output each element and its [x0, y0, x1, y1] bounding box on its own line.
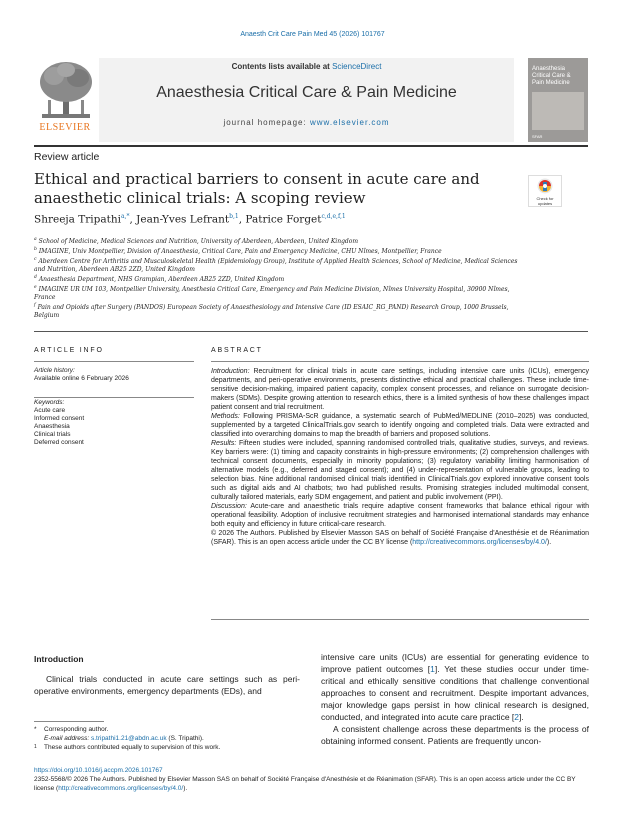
introduction-left-column — [34, 673, 300, 697]
keyword: Acute care — [34, 407, 66, 414]
homepage-link[interactable]: www.elsevier.com — [309, 118, 390, 127]
elsevier-tree-logo — [36, 60, 96, 120]
affiliations-divider — [34, 331, 588, 332]
doi-link[interactable]: https://doi.org/10.1016/j.accpm.2026.101767 — [34, 767, 163, 774]
abstract-intro-text: Recruitment for clinical trials in acute care settings, including intensive care units (ICUs), emergency departments, and peri-operative environments, presents distinctive ethical and practical challenges. These include time-sensitive decision-making, impaired patient capacity, complex consent processes, and reliance on surrogate decision-makers (SDMs). Despite growing attention to research ethics, there is a limited synthesis of how these challenges impact patient consent and trial recruitment. — [211, 368, 589, 411]
affiliations — [34, 236, 518, 320]
abstract-license-text: © 2026 The Authors. Published by Elsevier Masson SAS on behalf of Société Française d'Anesthésie et de Réanimation (SFAR). This is an open access article under the CC BY license ( — [211, 530, 589, 546]
abstract-introduction — [211, 367, 589, 412]
affiliation-mark: f — [34, 303, 36, 308]
affiliation-item — [34, 236, 518, 246]
abstract-intro-label: Introduction: — [211, 368, 250, 375]
contents-line — [99, 62, 514, 71]
cover-title: Anaesthesia Critical Care & Pain Medicine — [532, 66, 571, 86]
journal-banner — [34, 58, 588, 142]
affiliation-mark: a — [34, 237, 37, 242]
affiliation-mark: d — [34, 275, 37, 280]
footer-copyright — [34, 775, 590, 793]
affiliation-item — [34, 284, 518, 302]
author-list: Shreeja Tripathi$^{a,*}$, Jean-Yves Lefrant$^{b,1}$, Patrice Forget$^{c,d,e,f,1}$ — [34, 213, 346, 226]
intro-text: ]. Yet these studies occur under time-critical and ethically sensitive conditions that challenge conventional approaches to consent and recruitment. Despite important advances, major knowledge gaps persist in how clinical research is designed, conducted, and integrated into acute care practice [ — [321, 664, 589, 722]
keyword: Clinical trials — [34, 431, 71, 438]
abstract-heading: ABSTRACT — [211, 347, 263, 354]
abstract-methods — [211, 412, 589, 439]
author-name[interactable]: Shreeja Tripathi — [34, 213, 121, 226]
author-name[interactable]: Jean-Yves Lefrant — [136, 213, 230, 226]
author-affiliation-marks[interactable]: b,1 — [229, 213, 239, 220]
journal-title: Anaesthesia Critical Care & Pain Medicine — [156, 84, 457, 101]
affiliation-mark: c — [34, 257, 37, 262]
affiliation-text: IMAGINE UR UM 103, Montpellier University, Anesthesia Critical Care, Emergency and Pain Medicine Division, Nîmes University Hospital, 30900 Nîmes, France — [34, 286, 510, 301]
introduction-heading: Introduction — [34, 654, 84, 664]
crossmark-icon — [537, 178, 553, 196]
banner-center — [99, 58, 514, 142]
email-label: E-mail address: — [44, 735, 90, 742]
abstract-license — [211, 529, 589, 547]
affiliation-mark: e — [34, 285, 37, 290]
affiliation-mark: b — [34, 247, 37, 252]
affiliation-text: Aberdeen Centre for Arthritis and Musculoskeletal Health (Epidemiology Group), Institute of Applied Health Sciences, School of Medicine, Medical Sciences and Nutrition, Aberdeen AB25 2ZD, United Kingdom — [34, 258, 518, 273]
reference-link[interactable]: 2 — [514, 712, 519, 722]
keyword: Anaesthesia — [34, 423, 70, 430]
cover-image — [532, 92, 584, 130]
keyword: Deferred consent — [34, 439, 84, 446]
affiliation-item — [34, 274, 518, 284]
abstract-discussion-label: Discussion: — [211, 503, 247, 510]
footer-license-link[interactable]: http://creativecommons.org/licenses/by/4.0/ — [58, 785, 184, 792]
footnote-equal-text: These authors contributed equally to supervision of this work. — [44, 744, 221, 751]
keyword: Informed consent — [34, 415, 85, 422]
affiliation-text: Pain and Opioids after Surgery (PANDOS) European Society of Anaesthesiology and Intensive Care (ID ESAIC_RG_PAND) Research Group, 1000 Brussels, Belgium — [34, 304, 509, 319]
intro-text: intensive care units (ICUs) are essential for generating evidence to improve patient outcomes [ — [321, 652, 589, 674]
footer-copyright-text: 2352-5568/© 2026 The Authors. Published by Elsevier Masson SAS on behalf of Société Française d'Anesthésie et de Réanimation (SFAR). This is an open access article under the CC BY license ( — [34, 776, 576, 792]
footnote-rule — [34, 721, 104, 722]
footnote-equal-contribution: 1 These authors contributed equally to supervision of this work. — [34, 744, 221, 751]
keywords-block — [34, 399, 194, 447]
crossmark-label: Check for updates — [536, 196, 554, 206]
abstract-results — [211, 439, 589, 502]
footnote-corresponding: * Corresponding author. — [34, 726, 109, 733]
author-affiliation-marks[interactable]: c,d,e,f,1 — [321, 213, 346, 220]
journal-cover[interactable] — [528, 58, 588, 142]
affiliation-text: Anaesthesia Department, NHS Grampian, Aberdeen AB25 2ZD, United Kingdom — [38, 276, 285, 283]
keywords-rule — [34, 397, 194, 398]
footer-license-end: ). — [183, 785, 188, 792]
email-suffix: (S. Tripathi). — [166, 735, 204, 742]
sciencedirect-link[interactable]: ScienceDirect — [332, 62, 382, 71]
abstract-bottom-rule — [211, 619, 589, 620]
article-info-heading: ARTICLE INFO — [34, 347, 104, 354]
article-type: Review article — [34, 151, 100, 163]
footnotes — [34, 725, 300, 752]
keywords-label: Keywords: — [34, 399, 65, 406]
article-title: Ethical and practical barriers to consent in acute care and anaesthetic clinical trials: A scoping review — [34, 170, 480, 207]
history-label: Article history: — [34, 367, 75, 374]
article-info-rule — [34, 361, 194, 362]
affiliation-item — [34, 246, 518, 256]
abstract-rule — [211, 361, 589, 362]
affiliation-item — [34, 302, 518, 320]
journal-reference[interactable]: Anaesth Crit Care Pain Med 45 (2026) 101767 — [240, 31, 385, 38]
introduction-paragraph: Clinical trials conducted in acute care settings such as peri-operative environments, emergency departments (EDs), and — [34, 674, 300, 696]
homepage-line — [99, 118, 514, 127]
page-footer — [34, 766, 590, 793]
abstract-methods-text: Following PRISMA-ScR guidance, a systematic search of PubMed/MEDLINE (2010–2025) was conducted, supplemented by a targeted ClinicalTrials.gov search to identify ongoing and completed trials. Data were extracted and classified into overarching domains to map the breadth of barriers and proposed solutions. — [211, 413, 589, 438]
abstract-license-end: ). — [546, 539, 552, 546]
author-name[interactable]: Patrice Forget — [245, 213, 322, 226]
abstract-results-text: Fifteen studies were included, spanning randomised controlled trials, qualitative studies, surveys, and reviews. Key barriers were: (1) timing and capacity constraints in high-pressure environments; (2) comprehension challenges with technical consent documents, especially in minority populations; (3) regulatory variability limiting harmonisation of alternative models (e.g., deferred and staged consent); and (4) under-representation of vulnerable groups, leading to selection bias. Nine additional randomised clinical trials identified in ClinicalTrials.gov explored innovative consent tools such as digital aids and AI chatbots; two had published results. Promising strategies included multimodal consent, culturally tailored materials, early SDM engagement, and patient and public involvement (PPI). — [211, 440, 589, 501]
intro-text: ]. — [519, 712, 524, 722]
affiliation-item — [34, 256, 518, 274]
affiliation-text: School of Medicine, Medical Sciences and Nutrition, University of Aberdeen, Aberdeen, United Kingdom — [38, 238, 359, 245]
introduction-paragraph — [321, 651, 589, 723]
crossmark-badge[interactable] — [528, 175, 562, 207]
contents-prefix: Contents lists available at — [231, 62, 330, 71]
abstract-license-link[interactable]: http://creativecommons.org/licenses/by/4.0/ — [412, 539, 547, 546]
email-link[interactable]: s.tripathi1.21@abdn.ac.uk — [90, 735, 167, 742]
abstract-results-label: Results: — [211, 440, 237, 447]
affiliation-text: IMAGINE, Univ Montpellier, Division of Anaesthesia, Critical Care, Pain and Emergency Medicine, CHU Nîmes, Montpellier, France — [38, 248, 442, 255]
history-value: Available online 6 February 2026 — [34, 375, 129, 382]
introduction-right-column — [321, 651, 589, 747]
abstract-body — [211, 367, 589, 547]
article-history — [34, 367, 194, 383]
homepage-prefix: journal homepage: — [223, 118, 307, 127]
cover-footer: SFAR — [532, 134, 543, 139]
publisher-name: ELSEVIER — [39, 122, 91, 133]
author-affiliation-marks[interactable]: a,* — [120, 213, 130, 220]
footnote-email — [34, 734, 300, 743]
footnote-corresponding-text: Corresponding author. — [44, 726, 109, 733]
abstract-discussion-text: Acute-care and anaesthetic trials require adaptive consent frameworks that balance ethical rigour with operational feasibility. Adoption of inclusive recruitment strategies and harmonised international standards may enhance both equity and efficiency in future critical-care research. — [211, 503, 589, 528]
header-divider — [34, 145, 588, 147]
abstract-discussion — [211, 502, 589, 529]
introduction-paragraph: A consistent challenge across these departments is the process of obtaining informed consent. Patients are frequently uncon- — [321, 724, 589, 746]
reference-link[interactable]: 1 — [430, 664, 435, 674]
abstract-methods-label: Methods: — [211, 413, 240, 420]
